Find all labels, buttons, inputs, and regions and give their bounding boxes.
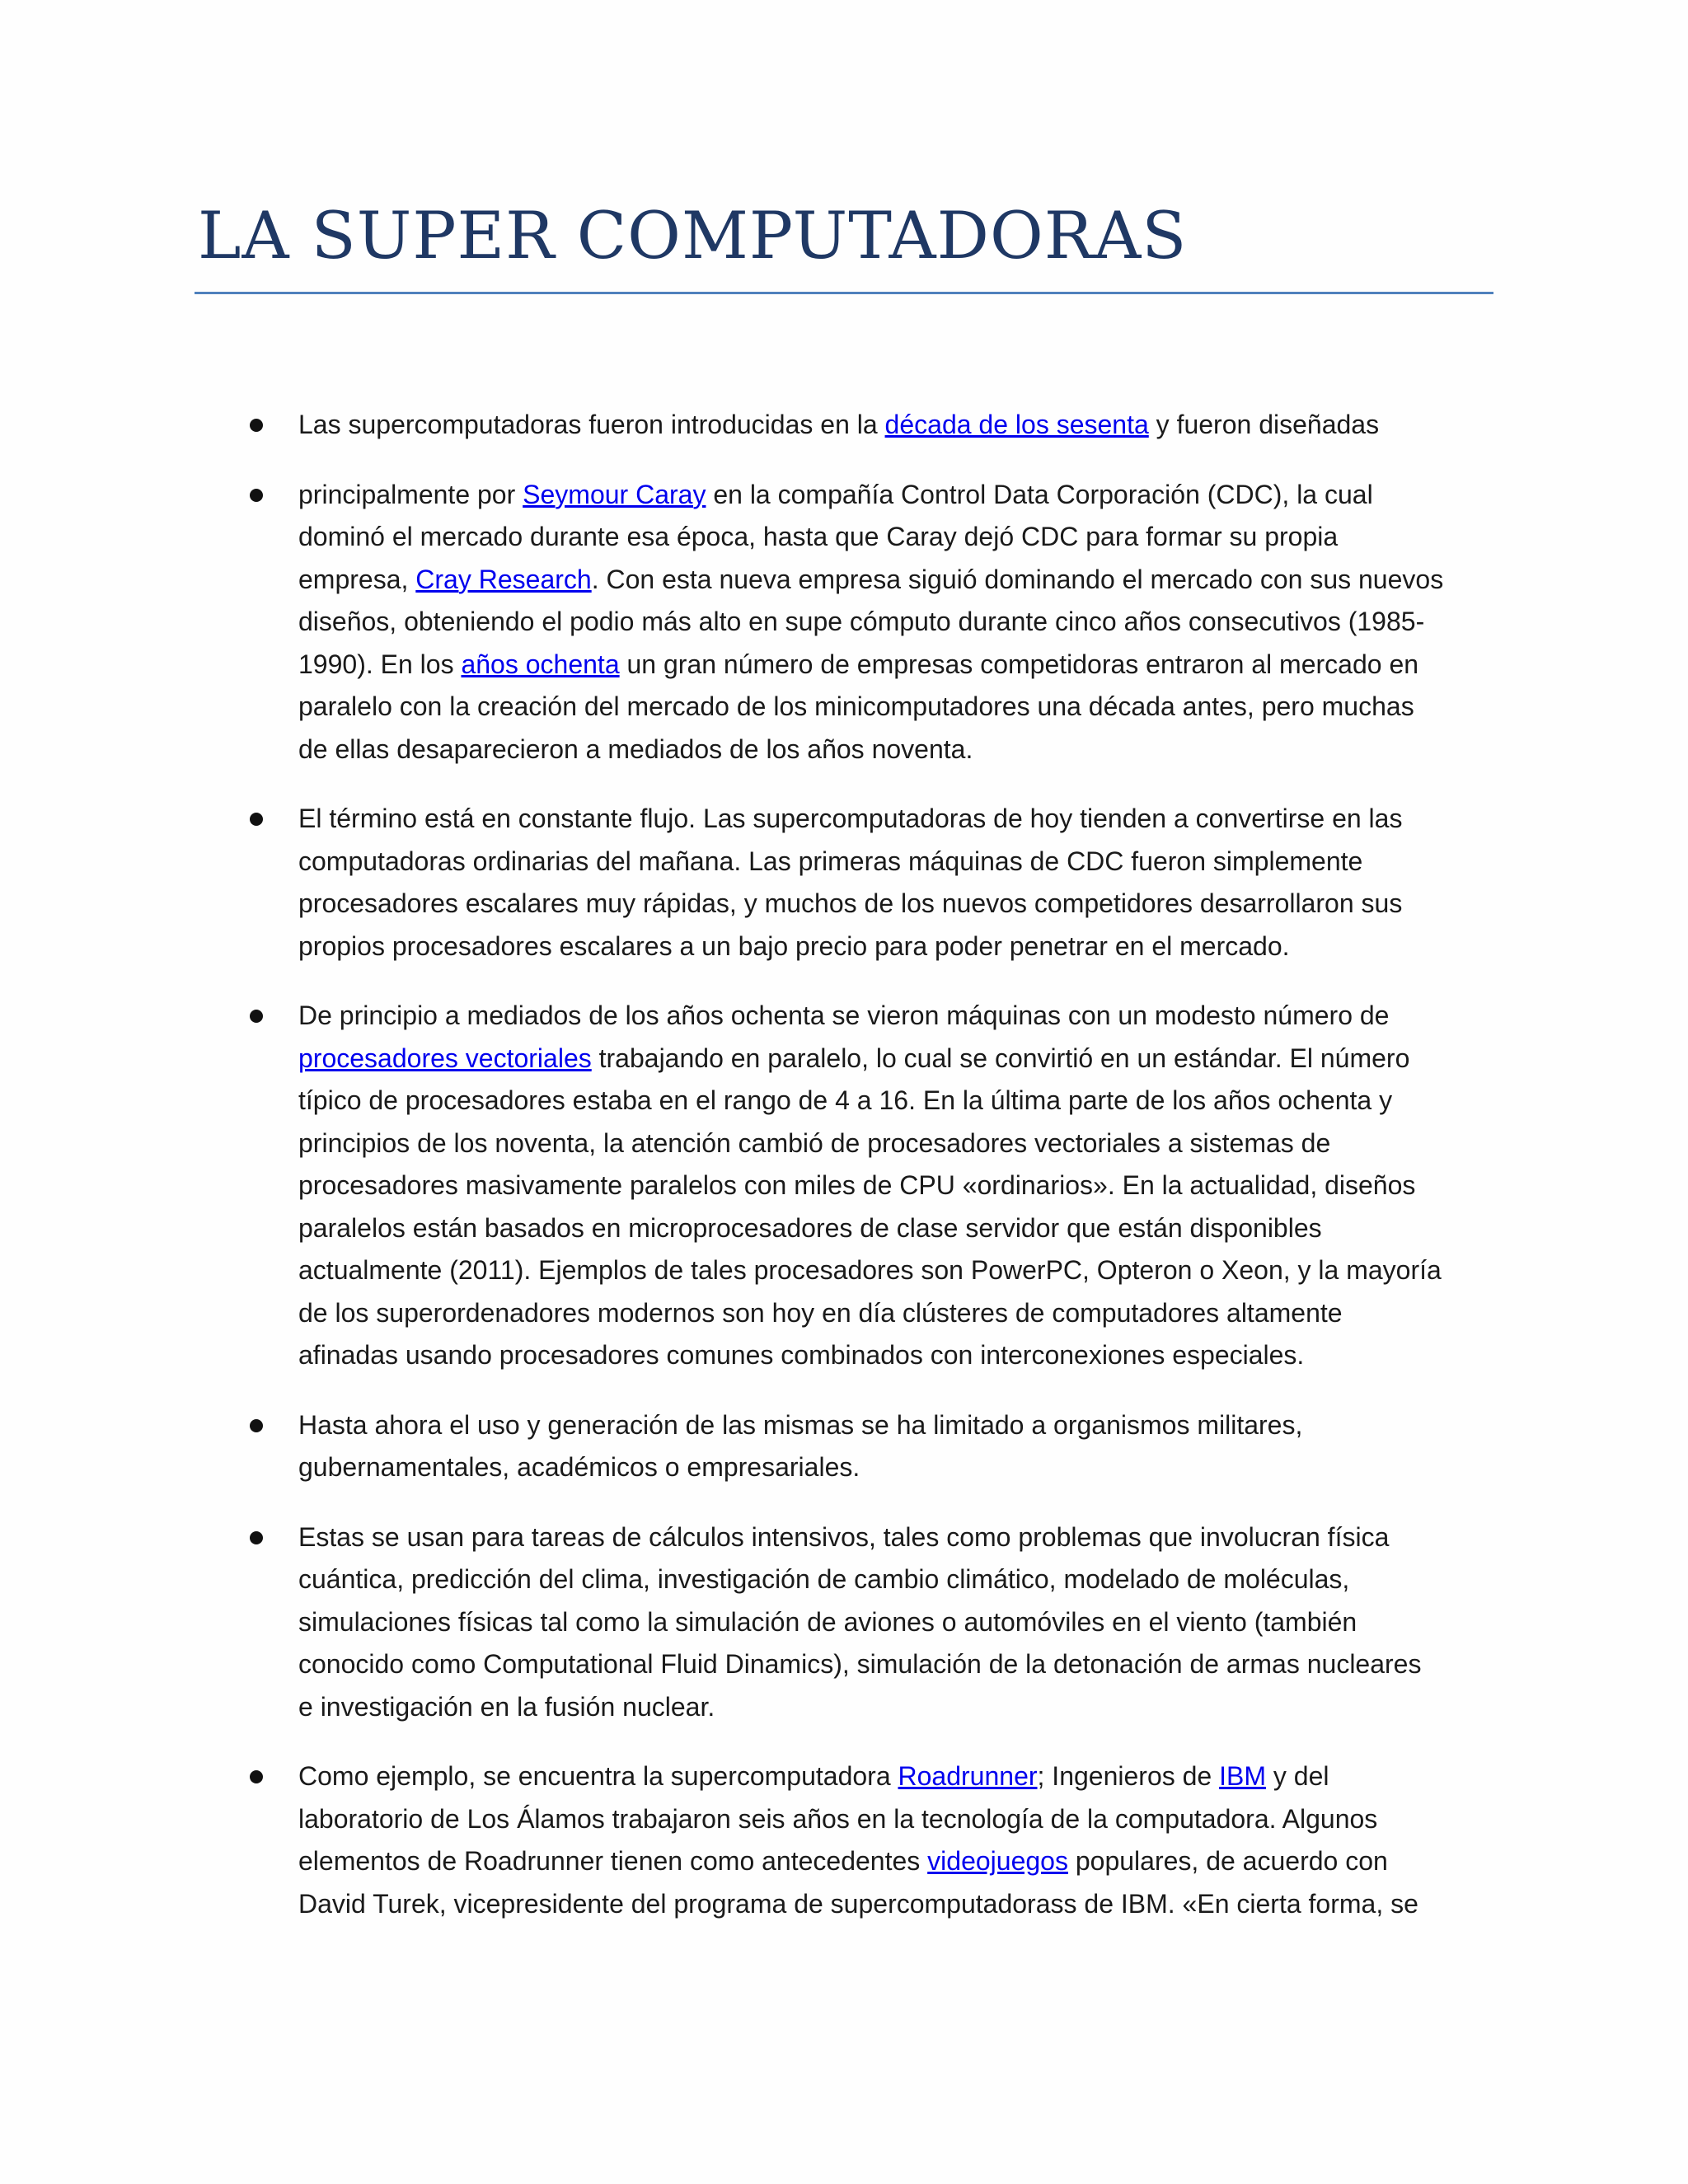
text-segment: e investigación en la fusión nuclear. — [298, 1691, 715, 1722]
text-line — [298, 559, 1502, 602]
text-line — [298, 1446, 1502, 1489]
text-line — [298, 601, 1502, 644]
text-line — [298, 1686, 1502, 1729]
text-segment: David Turek, vicepresidente del programa de supercomputadorass de IBM. «En cierta forma, se — [298, 1888, 1418, 1919]
text-segment: de los superordenadores modernos son hoy en día clústeres de computadores altamente — [298, 1297, 1343, 1328]
hyperlink[interactable]: videojuegos — [927, 1846, 1068, 1876]
text-line — [298, 644, 1502, 687]
text-line — [298, 516, 1502, 559]
text-line — [298, 1038, 1502, 1080]
text-line — [298, 474, 1502, 517]
hyperlink[interactable]: años ochenta — [461, 649, 620, 679]
bullet-icon — [250, 1419, 263, 1432]
text-line — [298, 1292, 1502, 1335]
text-segment: principalmente por — [298, 479, 523, 509]
list-item — [298, 404, 1502, 447]
bullet-icon — [250, 813, 263, 826]
text-segment: dominó el mercado durante esa época, hasta que Caray dejó CDC para formar su propia — [298, 522, 1339, 551]
text-line — [298, 1883, 1502, 1926]
hyperlink[interactable]: Roadrunner — [898, 1761, 1038, 1791]
list-item — [298, 1755, 1502, 1925]
text-line — [298, 1122, 1502, 1165]
text-line — [298, 1798, 1502, 1841]
hyperlink[interactable]: Seymour Caray — [523, 479, 706, 509]
text-segment: y fueron diseñadas — [1148, 410, 1380, 439]
text-segment: De principio a mediados de los años ochenta se vieron máquinas con un modesto número de — [298, 1001, 1390, 1030]
bullet-icon — [250, 1770, 263, 1783]
text-segment: típico de procesadores estaba en el rango de 4 a 16. En la última parte de los años ochenta y — [298, 1085, 1393, 1115]
text-segment: paralelos están basados en microprocesadores de clase servidor que están disponibles — [298, 1212, 1322, 1243]
text-segment: un gran número de empresas competidoras entraron al mercado en — [619, 649, 1419, 679]
text-segment: cuántica, predicción del clima, investigación de cambio climático, modelado de moléculas, — [298, 1564, 1350, 1594]
text-line — [298, 1404, 1502, 1447]
page-title: LA SUPER COMPUTADORAS — [198, 198, 1188, 274]
text-segment: procesadores masivamente paralelos con miles de CPU «ordinarios». En la actualidad, diseños — [298, 1170, 1416, 1200]
text-segment: afinadas usando procesadores comunes combinados con interconexiones especiales. — [298, 1340, 1305, 1370]
text-segment: principios de los noventa, la atención cambió de procesadores vectoriales a sistemas de — [298, 1127, 1331, 1158]
text-segment: laboratorio de Los Álamos trabajaron seis años en la tecnología de la computadora. Algunos — [298, 1803, 1378, 1834]
text-segment: propios procesadores escalares a un bajo precio para poder penetrar en el mercado. — [298, 930, 1290, 961]
text-segment: Hasta ahora el uso y generación de las mismas se ha limitado a organismos militares, — [298, 1409, 1303, 1440]
list-item — [298, 1516, 1502, 1729]
text-line — [298, 1207, 1502, 1250]
bullet-list — [298, 404, 1502, 1952]
text-line — [298, 729, 1502, 771]
text-line — [298, 1334, 1502, 1377]
text-segment: simulaciones físicas tal como la simulación de aviones o automóviles en el viento (también — [298, 1606, 1357, 1637]
text-segment: y del — [1266, 1761, 1329, 1791]
text-segment: procesadores escalares muy rápidas, y muchos de los nuevos competidores desarrollaron sus — [298, 888, 1403, 918]
text-segment: en la compañía Control Data Corporación (CDC), la cual — [706, 479, 1373, 509]
text-segment: populares, de acuerdo con — [1067, 1846, 1388, 1876]
text-segment: paralelo con la creación del mercado de los minicomputadores una década antes, pero muchas — [298, 691, 1414, 721]
text-segment: El término está en constante flujo. Las supercomputadoras de hoy tienden a convertirse en las — [298, 804, 1403, 833]
text-line — [298, 404, 1502, 447]
hyperlink[interactable]: IBM — [1219, 1761, 1266, 1791]
text-segment: diseños, obteniendo el podio más alto en supe cómputo durante cinco años consecutivos (1985- — [298, 607, 1425, 636]
text-line — [298, 1755, 1502, 1798]
text-segment: computadoras ordinarias del mañana. Las primeras máquinas de CDC fueron simplemente — [298, 846, 1363, 876]
text-segment: elementos de Roadrunner tienen como antecedentes — [298, 1846, 928, 1876]
list-item — [298, 798, 1502, 968]
text-line — [298, 798, 1502, 841]
text-line — [298, 1840, 1502, 1883]
text-segment: conocido como Computational Fluid Dinamics), simulación de la detonación de armas nucleares — [298, 1649, 1422, 1679]
list-item — [298, 995, 1502, 1377]
bullet-icon — [250, 1010, 263, 1023]
hyperlink[interactable]: década de los sesenta — [884, 410, 1149, 439]
hyperlink[interactable]: procesadores vectoriales — [298, 1043, 592, 1073]
text-segment: Las supercomputadoras fueron introducidas en la — [298, 410, 885, 439]
text-line — [298, 926, 1502, 968]
text-segment: Como ejemplo, se encuentra la supercomputadora — [298, 1761, 898, 1791]
text-segment: trabajando en paralelo, lo cual se convirtió en un estándar. El número — [591, 1043, 1410, 1073]
hyperlink[interactable]: Cray Research — [415, 564, 592, 594]
text-line — [298, 1601, 1502, 1644]
text-line — [298, 1080, 1502, 1122]
text-segment: de ellas desaparecieron a mediados de los años noventa. — [298, 733, 973, 764]
text-segment: gubernamentales, académicos o empresariales. — [298, 1452, 860, 1482]
text-line — [298, 1516, 1502, 1559]
text-segment: 1990). En los — [298, 649, 462, 679]
text-line — [298, 1249, 1502, 1292]
text-line — [298, 841, 1502, 883]
text-segment: . Con esta nueva empresa siguió dominando el mercado con sus nuevos — [591, 564, 1444, 594]
list-item — [298, 1404, 1502, 1489]
list-item — [298, 474, 1502, 771]
text-segment: empresa, — [298, 564, 416, 594]
text-line — [298, 1558, 1502, 1601]
bullet-icon — [250, 419, 263, 432]
text-segment: Estas se usan para tareas de cálculos intensivos, tales como problemas que involucran física — [298, 1521, 1390, 1552]
text-line — [298, 883, 1502, 926]
bullet-icon — [250, 489, 263, 502]
text-line — [298, 1643, 1502, 1686]
text-segment: ; Ingenieros de — [1037, 1761, 1220, 1791]
text-line — [298, 686, 1502, 729]
text-line — [298, 995, 1502, 1038]
text-segment: actualmente (2011). Ejemplos de tales procesadores son PowerPC, Opteron o Xeon, y la mayoría — [298, 1255, 1442, 1285]
bullet-icon — [250, 1531, 263, 1544]
text-line — [298, 1165, 1502, 1207]
title-underline — [195, 292, 1493, 294]
